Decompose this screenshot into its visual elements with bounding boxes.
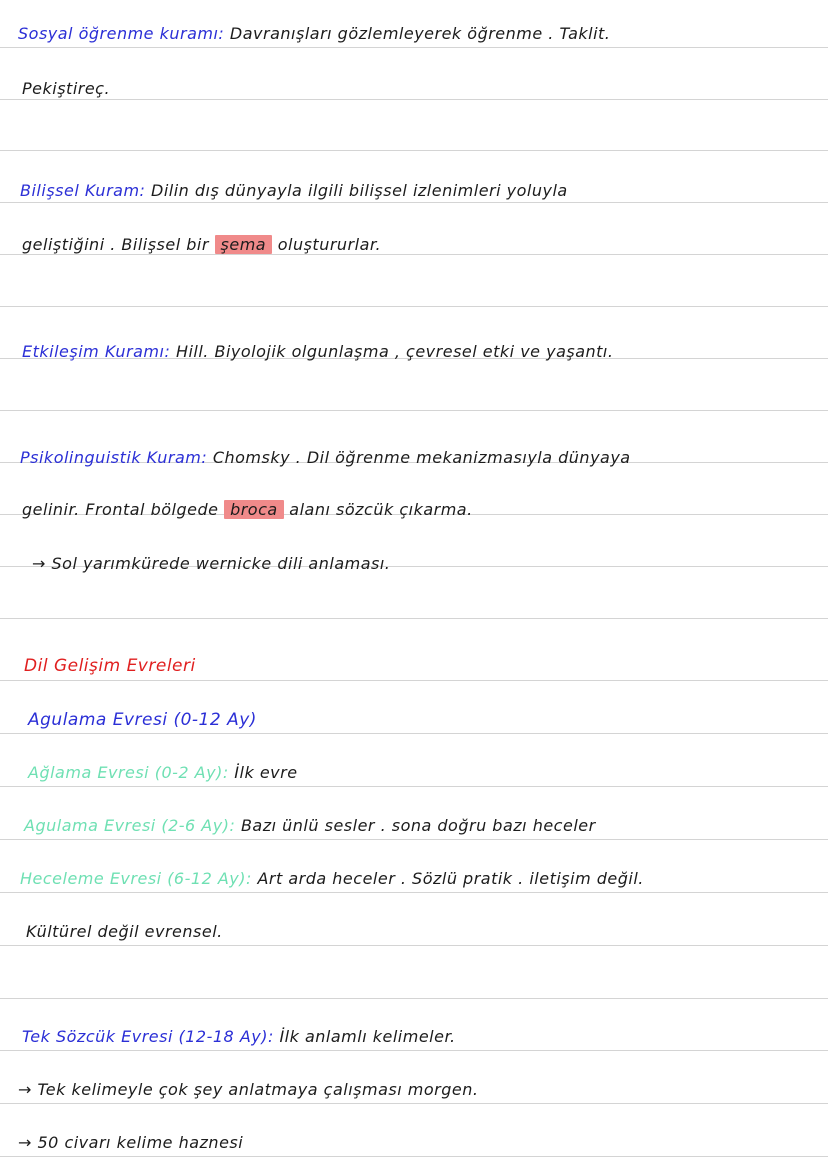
note-line xyxy=(0,922,828,941)
ruled-line xyxy=(0,1156,828,1157)
note-line xyxy=(0,79,828,98)
note-text: Art arda heceler . Sözlü pratik . iletişim değil. xyxy=(257,869,644,888)
ruled-line xyxy=(0,1103,828,1104)
note-text: Dilin dış dünyayla ilgili bilişsel izlenimleri yoluyla xyxy=(151,181,568,200)
note-line xyxy=(0,816,828,835)
note-text: → Sol yarımkürede wernicke dili anlaması. xyxy=(32,554,391,573)
section-heading-language-stages: Dil Gelişim Evreleri xyxy=(24,656,196,676)
note-text: alanı sözcük çıkarma. xyxy=(289,500,473,519)
note-line xyxy=(0,710,828,730)
section-heading-social-learning: Sosyal öğrenme kuramı: xyxy=(18,24,225,43)
note-text: Hill. Biyolojik olgunlaşma , çevresel etki ve yaşantı. xyxy=(175,342,614,361)
section-heading-single-word: Tek Sözcük Evresi (12-18 Ay): xyxy=(22,1027,274,1046)
ruled-line xyxy=(0,839,828,840)
ruled-line xyxy=(0,680,828,681)
note-line xyxy=(0,500,828,519)
ruled-line xyxy=(0,945,828,946)
note-line xyxy=(0,24,828,43)
highlighted-term: şema xyxy=(215,235,273,254)
ruled-line xyxy=(0,306,828,307)
note-text: İlk anlamlı kelimeler. xyxy=(279,1027,456,1046)
note-text: İlk evre xyxy=(234,763,298,782)
note-text: oluştururlar. xyxy=(277,235,382,254)
note-text: Kültürel değil evrensel. xyxy=(26,922,223,941)
ruled-line xyxy=(0,1050,828,1051)
ruled-line xyxy=(0,733,828,734)
note-text: Davranışları gözlemleyerek öğrenme . Taklit. xyxy=(229,24,611,43)
ruled-line xyxy=(0,998,828,999)
note-text: gelinir. Frontal bölgede xyxy=(22,500,219,519)
ruled-line xyxy=(0,410,828,411)
section-heading-psycholinguistic: Psikolinguistik Kuram: xyxy=(20,448,208,467)
note-line xyxy=(0,1027,828,1046)
ruled-line xyxy=(0,786,828,787)
ruled-line xyxy=(0,47,828,48)
stage-label-syllable: Heceleme Evresi (6-12 Ay): xyxy=(20,869,252,888)
note-text: Pekiştireç. xyxy=(22,79,111,98)
note-line xyxy=(0,554,828,573)
highlighted-term: broca xyxy=(224,500,284,519)
note-text: → Tek kelimeyle çok şey anlatmaya çalışması morgen. xyxy=(18,1080,479,1099)
note-line xyxy=(0,1133,828,1152)
note-line xyxy=(0,181,828,200)
ruled-line xyxy=(0,618,828,619)
section-heading-interaction: Etkileşim Kuramı: xyxy=(22,342,171,361)
note-line xyxy=(0,763,828,782)
note-text: → 50 civarı kelime haznesi xyxy=(18,1133,244,1152)
ruled-line xyxy=(0,202,828,203)
stage-label-cooing: Agulama Evresi (2-6 Ay): xyxy=(24,816,236,835)
subheading-babbling-stage: Agulama Evresi (0-12 Ay) xyxy=(28,710,257,730)
note-line xyxy=(0,448,828,467)
note-text: geliştiğini . Bilişsel bir xyxy=(22,235,209,254)
ruled-line xyxy=(0,892,828,893)
note-line xyxy=(0,869,828,888)
stage-label-crying: Ağlama Evresi (0-2 Ay): xyxy=(28,763,229,782)
note-text: Bazı ünlü sesler . sona doğru bazı heceler xyxy=(240,816,596,835)
section-heading-cognitive: Bilişsel Kuram: xyxy=(20,181,146,200)
note-line xyxy=(0,1080,828,1099)
note-line xyxy=(0,235,828,254)
note-text: Chomsky . Dil öğrenme mekanizmasıyla dünyaya xyxy=(212,448,631,467)
note-line xyxy=(0,656,828,676)
ruled-line xyxy=(0,150,828,151)
ruled-line xyxy=(0,254,828,255)
ruled-line xyxy=(0,99,828,100)
note-line xyxy=(0,342,828,361)
